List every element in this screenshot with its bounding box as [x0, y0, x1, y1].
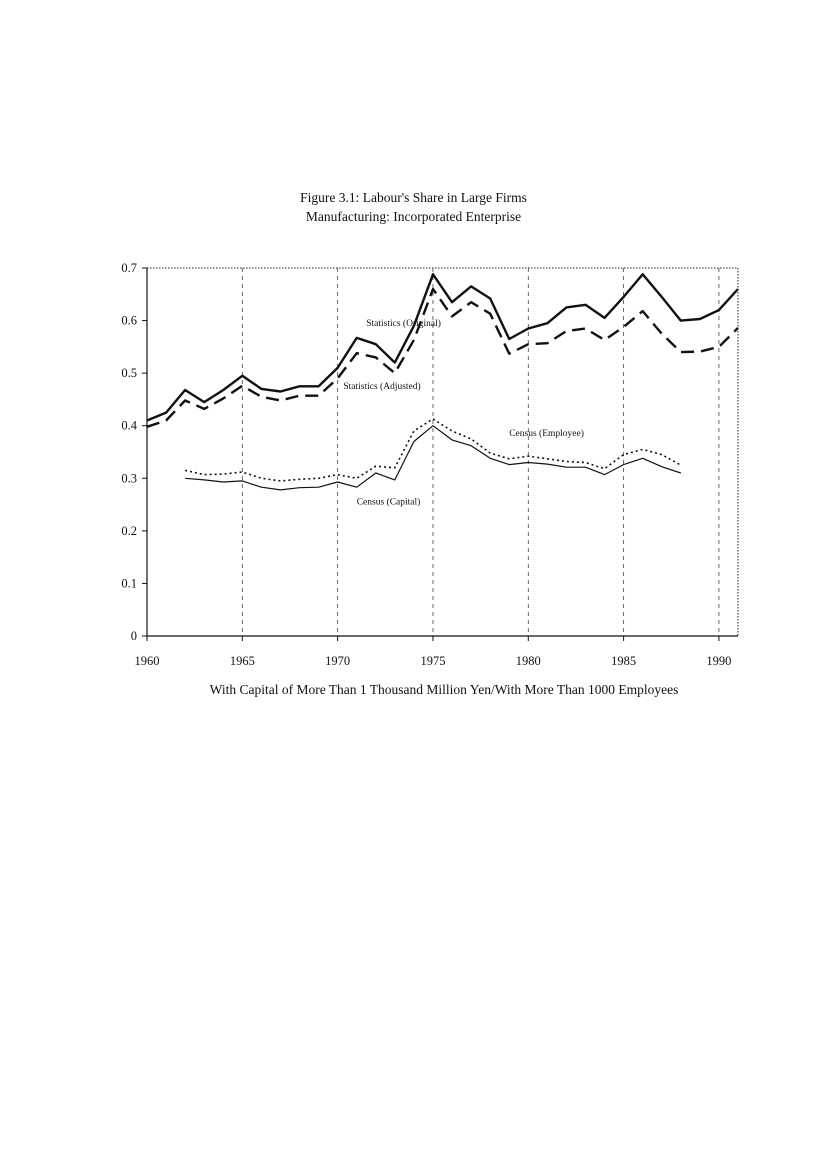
x-tick-label: 1960 — [134, 654, 160, 668]
series-lines — [147, 274, 738, 490]
y-tick-label: 0.1 — [121, 576, 137, 591]
label-census-employee: Census (Employee) — [509, 429, 584, 440]
y-tick-label: 0.2 — [121, 523, 137, 538]
plot-frame — [147, 268, 738, 636]
y-tick-label: 0.7 — [121, 261, 137, 275]
y-tick-label: 0.3 — [121, 471, 137, 486]
y-tick-label: 0.5 — [121, 366, 137, 381]
series-line-statistics-original — [147, 274, 738, 420]
label-statistics-adjusted: Statistics (Adjusted) — [343, 381, 421, 392]
y-tick-label: 0.4 — [121, 418, 137, 433]
x-tick-label: 1990 — [706, 654, 732, 668]
y-tick-label: 0 — [130, 629, 137, 643]
x-tick-label: 1965 — [229, 654, 255, 668]
chart-title: Figure 3.1: Labour's Share in Large Firms — [300, 190, 527, 205]
x-tick-label: 1975 — [420, 654, 446, 668]
label-census-capital: Census (Capital) — [356, 497, 421, 508]
y-tick-label: 0.6 — [121, 313, 137, 328]
series-line-census-capital — [185, 426, 681, 490]
label-statistics-original: Statistics (Original) — [366, 318, 441, 329]
x-tick-label: 1985 — [611, 654, 637, 668]
x-tick-label: 1980 — [515, 654, 541, 668]
x-axis-caption: With Capital of More Than 1 Thousand Million Yen/With More Than 1000 Employees — [209, 682, 679, 697]
series-line-statistics-adjusted — [147, 289, 738, 427]
chart-subtitle: Manufacturing: Incorporated Enterprise — [305, 209, 522, 224]
x-tick-label: 1970 — [325, 654, 351, 668]
